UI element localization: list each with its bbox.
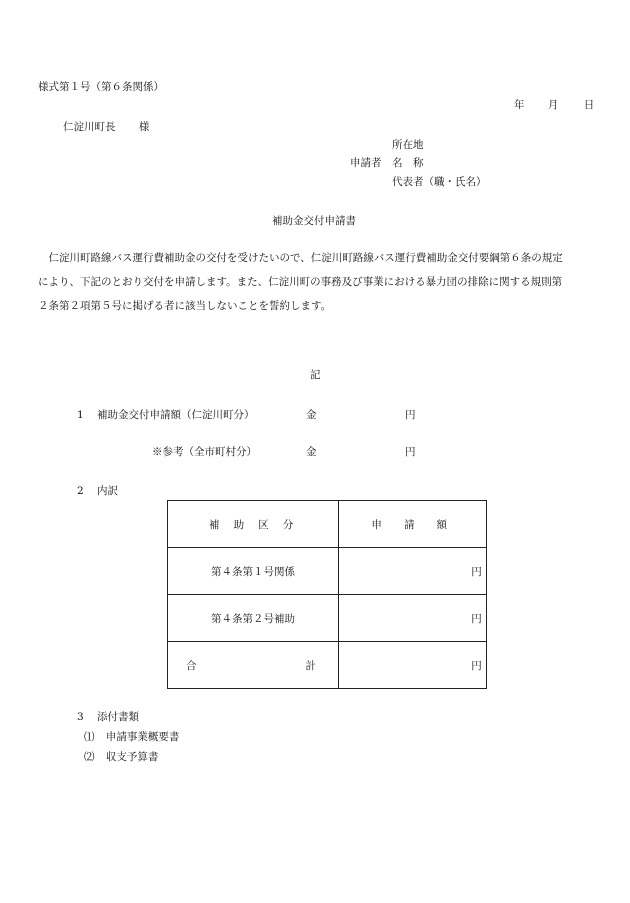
breakdown-table <box>167 500 487 689</box>
item3-number: 3 <box>77 711 84 723</box>
date-year: 年 <box>514 99 525 111</box>
attachment-text: 収支予算書 <box>105 751 159 763</box>
attachment-marker: ⑴ <box>84 731 95 743</box>
row-label: 第４条第１号関係 <box>168 548 339 595</box>
item1-ref-kin: 金 <box>306 446 317 458</box>
item3-label: 添付書類 <box>97 711 139 723</box>
attachment-marker: ⑵ <box>84 751 95 763</box>
applicant-name-label: 名 称 <box>392 157 424 169</box>
item2-number: 2 <box>77 485 84 497</box>
addressee-honorific: 様 <box>138 121 150 133</box>
attachment-item <box>84 732 179 743</box>
date-line <box>514 100 594 111</box>
total-label-left: 合 <box>186 659 197 672</box>
body-line-3: ２条第２項第５号に掲げる者に該当しないことを誓約します。 <box>38 300 332 312</box>
attachment-text: 申請事業概要書 <box>105 731 180 743</box>
date-month: 月 <box>547 99 559 111</box>
applicant-rep-label: 代表者（職・氏名） <box>392 176 487 188</box>
row-amount-yen: 円 <box>339 548 487 595</box>
header-amount: 申請額 <box>339 501 487 548</box>
body-line-1: 仁淀川町路線バス運行費補助金の交付を受けたいので、仁淀川町路線バス運行費補助金交付要綱第６条の規定 <box>48 252 563 264</box>
total-amount-yen: 円 <box>339 642 487 689</box>
addressee-name: 仁淀川町長 <box>63 121 116 133</box>
table-header-row <box>168 501 487 548</box>
table-row <box>168 548 487 595</box>
item1-number: 1 <box>77 409 84 421</box>
ki-heading: 記 <box>310 369 321 381</box>
body-paragraph <box>38 246 594 318</box>
table-row <box>168 595 487 642</box>
table-total-row <box>168 642 487 689</box>
document-title: 補助金交付申請書 <box>272 215 356 227</box>
applicant-address-label: 所在地 <box>392 139 424 151</box>
item1-ref-label: ※参考（全市町村分） <box>152 446 257 458</box>
item1-label: 補助金交付申請額（仁淀川町分） <box>97 409 255 421</box>
date-day: 日 <box>583 99 595 111</box>
item1-kin: 金 <box>306 409 317 421</box>
total-label-right: 計 <box>305 659 316 672</box>
row-amount-yen: 円 <box>339 595 487 642</box>
item2-label: 内訳 <box>97 485 118 497</box>
applicant-label: 申請者 <box>350 157 382 169</box>
header-category: 補助区分 <box>168 501 339 548</box>
body-line-2: により、下記のとおり交付を申請します。また、仁淀川町の事務及び事業における暴力団の排除に関する規則第 <box>38 276 563 288</box>
total-label <box>168 642 339 689</box>
attachment-item <box>84 752 158 763</box>
addressee <box>63 122 149 133</box>
row-label: 第４条第２号補助 <box>168 595 339 642</box>
item1-ref-yen: 円 <box>405 446 416 458</box>
item1-yen: 円 <box>405 409 416 421</box>
form-number: 様式第１号（第６条関係） <box>38 81 164 93</box>
